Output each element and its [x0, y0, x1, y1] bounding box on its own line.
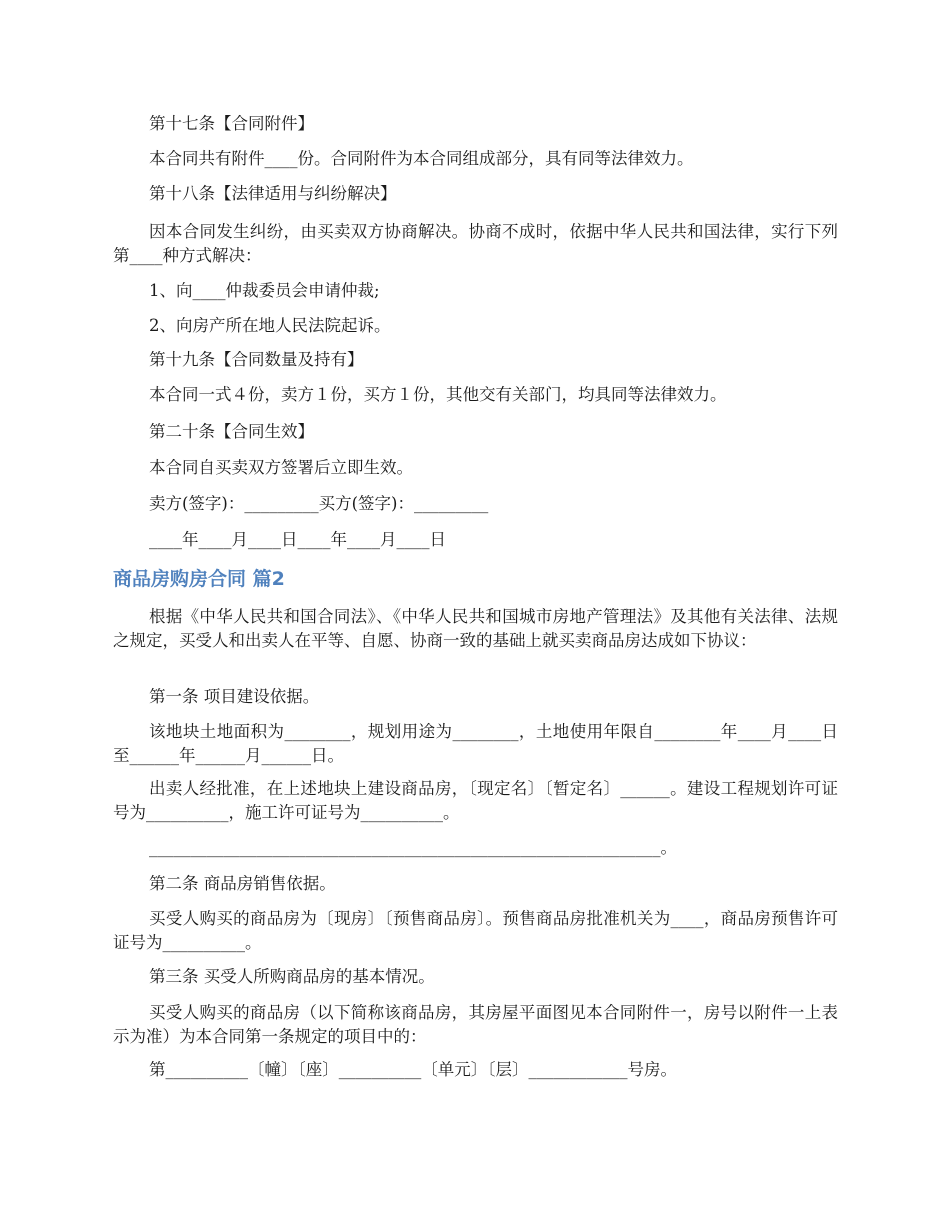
date-line: ____年____月____日____年____月____日: [149, 530, 446, 549]
article-19-title: 第十九条【合同数量及持有】: [149, 350, 364, 369]
article-3-title: 第三条 买受人所购商品房的基本情况。: [149, 967, 435, 986]
article-3-body: 买受人购买的商品房（以下简称该商品房，其房屋平面图见本合同附件一，房号以附件一上表示为准）为本合同第一条规定的项目中的：: [113, 1003, 838, 1046]
article-18-title: 第十八条【法律适用与纠纷解决】: [149, 184, 397, 203]
article-20-title: 第二十条【合同生效】: [149, 422, 314, 441]
article-17-body: 本合同共有附件____份。合同附件为本合同组成部分，具有同等法律效力。: [149, 149, 694, 168]
article-2-title: 第二条 商品房销售依据。: [149, 874, 336, 893]
dispute-option-2: 2、向房产所在地人民法院起诉。: [149, 316, 391, 335]
article-18-body: 因本合同发生纠纷，由买卖双方协商解决。协商不成时，依据中华人民共和国法律，实行下列第____种方式解决：: [113, 222, 838, 265]
unit-number-line: 第__________〔幢〕〔座〕__________〔单元〕〔层〕____________号房。: [149, 1060, 677, 1079]
signature-line: 卖方(签字)：_________买方(签字)：_________: [149, 494, 489, 513]
blank-fill-line: ______________________________________________________________。: [149, 838, 677, 857]
article-2-body: 买受人购买的商品房为〔现房〕〔预售商品房〕。预售商品房批准机关为____，商品房预售许可证号为__________。: [113, 909, 838, 952]
article-1-title: 第一条 项目建设依据。: [149, 687, 320, 706]
article-1-approval: 出卖人经批准，在上述地块上建设商品房，〔现定名〕〔暂定名〕______。建设工程规划许可证号为__________，施工许可证号为__________。: [113, 779, 838, 822]
section-heading: 商品房购房合同 篇2: [113, 568, 285, 590]
dispute-option-1: 1、向____仲裁委员会申请仲裁;: [149, 281, 380, 300]
article-19-body: 本合同一式４份，卖方１份，买方１份，其他交有关部门，均具同等法律效力。: [149, 385, 727, 404]
article-1-land-info: 该地块土地面积为________，规划用途为________，土地使用年限自________年____月____日至______年______月______日。: [113, 722, 838, 765]
article-20-body: 本合同自买卖双方签署后立即生效。: [149, 458, 413, 477]
article-17-title: 第十七条【合同附件】: [149, 114, 314, 133]
section-intro: 根据《中华人民共和国合同法》、《中华人民共和国城市房地产管理法》及其他有关法律、法规之规定，买受人和出卖人在平等、自愿、协商一致的基础上就买卖商品房达成如下协议：: [113, 607, 838, 650]
